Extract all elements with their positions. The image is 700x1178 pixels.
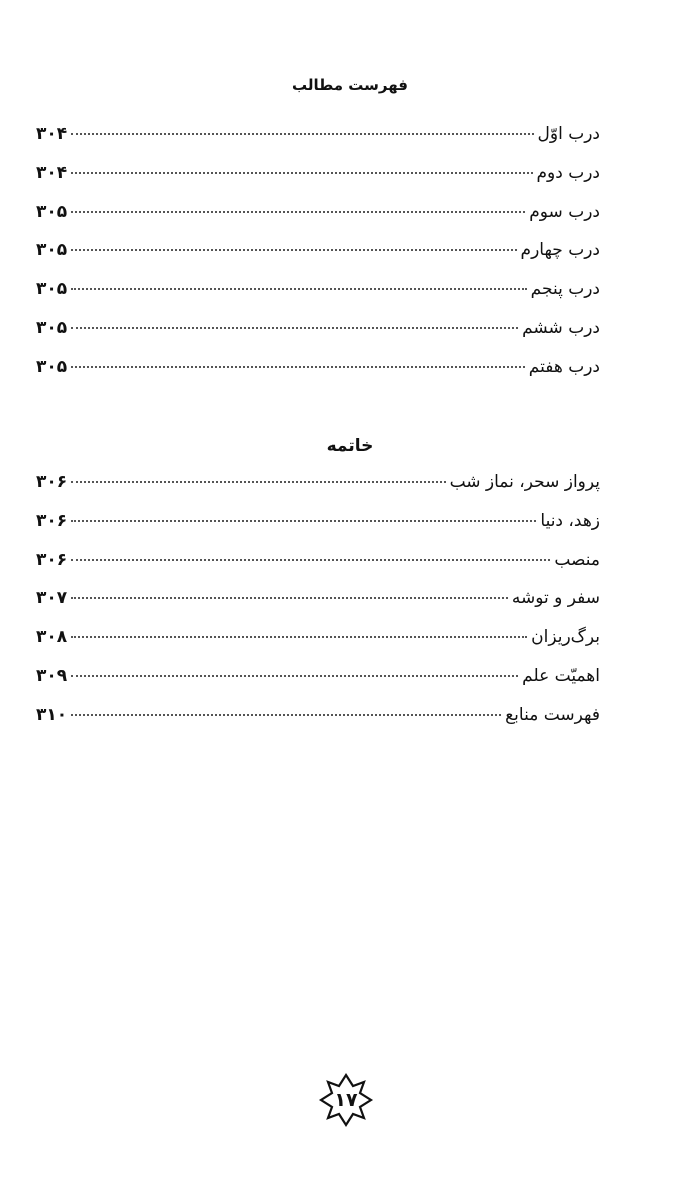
toc-entry-title: اهمیّت علم (522, 665, 600, 686)
toc-entry[interactable] (36, 511, 600, 550)
toc-entry[interactable] (36, 550, 600, 589)
toc-entry-title: پرواز سحر، نماز شب (449, 472, 600, 492)
toc-entry-page: ۳۰۴ (36, 162, 68, 183)
toc-entry-page: ۳۰۷ (36, 588, 68, 609)
dot-leader (71, 714, 501, 716)
toc-entry[interactable] (36, 202, 600, 241)
toc-entry-title: زهد، دنیا (540, 510, 600, 531)
toc-entry[interactable] (36, 705, 600, 744)
toc-list-doors (36, 124, 600, 396)
dot-leader (71, 172, 532, 174)
dot-leader (71, 675, 518, 677)
section-heading: خاتمه (326, 436, 374, 456)
toc-entry-page: ۳۰۵ (36, 317, 68, 338)
dot-leader (71, 366, 525, 368)
toc-entry-title: منصب (554, 549, 600, 570)
toc-entry-title: درب چهارم (520, 240, 600, 261)
toc-entry-title: درب اوّل (537, 124, 600, 144)
running-head: فهرست مطالب (292, 76, 408, 94)
toc-entry-title: درب سوم (529, 201, 600, 222)
dot-leader (71, 288, 527, 290)
dot-leader (71, 597, 508, 599)
toc-entry-page: ۳۰۴ (36, 124, 68, 144)
toc-entry[interactable] (36, 240, 600, 279)
toc-entry-page: ۳۰۶ (36, 549, 68, 570)
dot-leader (71, 559, 550, 561)
toc-entry-title: درب هفتم (528, 356, 600, 377)
toc-entry[interactable] (36, 627, 600, 666)
page-number-badge (318, 1072, 374, 1128)
toc-entry-page: ۳۰۶ (36, 510, 68, 531)
toc-entry[interactable] (36, 666, 600, 705)
toc-entry-title: برگ‌ریزان (531, 627, 600, 648)
toc-entry-page: ۳۰۶ (36, 472, 68, 492)
toc-entry[interactable] (36, 318, 600, 357)
dot-leader (71, 636, 527, 638)
toc-entry-title: فهرست منابع (505, 704, 600, 725)
toc-entry[interactable] (36, 588, 600, 627)
dot-leader (71, 133, 533, 135)
page-number: ۱۷ (334, 1089, 358, 1111)
toc-entry-page: ۳۰۵ (36, 356, 68, 377)
toc-list-epilogue (36, 472, 600, 744)
dot-leader (71, 520, 536, 522)
dot-leader (71, 327, 518, 329)
dot-leader (71, 249, 516, 251)
toc-entry-title: درب ششم (522, 317, 600, 338)
toc-entry-page: ۳۰۵ (36, 201, 68, 222)
dot-leader (71, 481, 445, 483)
toc-entry-page: ۳۱۰ (36, 704, 68, 725)
toc-entry[interactable] (36, 163, 600, 202)
toc-entry-title: درب پنجم (530, 279, 600, 300)
toc-entry-page: ۳۰۹ (36, 665, 68, 686)
toc-entry-title: درب دوم (536, 162, 600, 183)
toc-entry[interactable] (36, 124, 600, 163)
dot-leader (71, 211, 525, 213)
toc-entry[interactable] (36, 472, 600, 511)
toc-entry-page: ۳۰۵ (36, 240, 68, 261)
toc-entry[interactable] (36, 357, 600, 396)
toc-entry-page: ۳۰۸ (36, 627, 68, 648)
toc-entry[interactable] (36, 279, 600, 318)
toc-entry-page: ۳۰۵ (36, 279, 68, 300)
toc-entry-title: سفر و توشه (511, 588, 600, 609)
